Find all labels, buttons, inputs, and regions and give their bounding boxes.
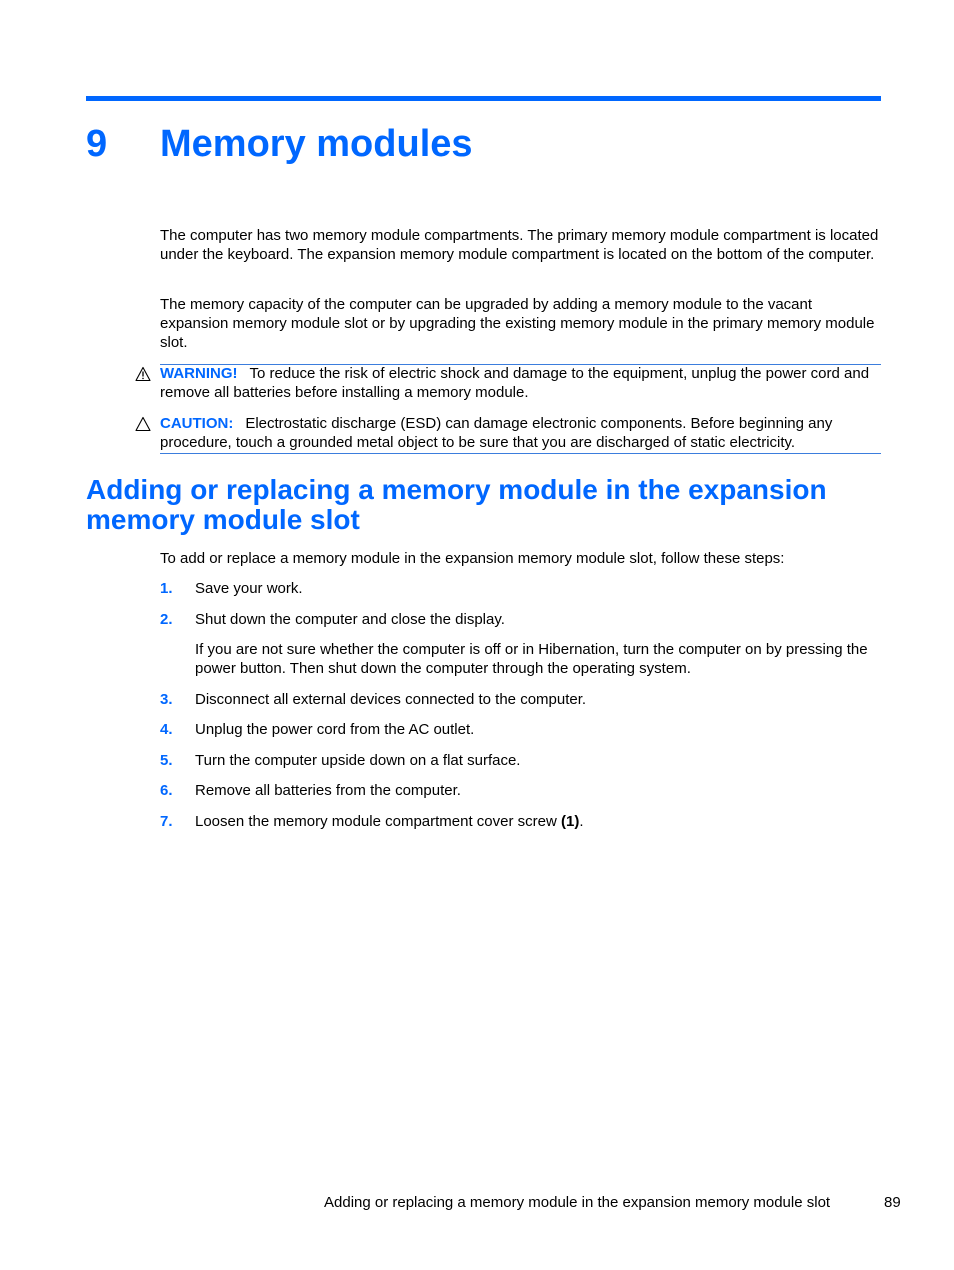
- footer-title: Adding or replacing a memory module in the expansion memory module slot: [324, 1194, 831, 1211]
- chapter-title: Memory modules: [160, 123, 473, 165]
- callout-number: (1): [560, 813, 580, 830]
- caution-notice: [160, 414, 881, 452]
- chapter-heading: [86, 118, 473, 170]
- section-heading: Adding or replacing a memory module in the expansion memory module slot: [86, 474, 827, 535]
- step-note: If you are not sure whether the computer is off or in Hibernation, turn the computer on by pressing the power button. Then shut down the computer through the operating system.: [195, 641, 868, 677]
- step-number: 4.: [160, 721, 173, 738]
- chapter-number: 9: [86, 123, 108, 165]
- intro-paragraph: The computer has two memory module compartments. The primary memory module compartment is located under the keyboard. The expansion memory module compartment is located on the bottom of the computer.: [160, 227, 879, 263]
- caution-triangle-icon: [135, 416, 151, 432]
- step-number: 1.: [160, 580, 173, 597]
- notice-bottom-rule: [160, 453, 881, 454]
- intro-paragraph: The memory capacity of the computer can be upgraded by adding a memory module to the vacant expansion memory module slot or by upgrading the existing memory module in the primary memory module slot.: [160, 296, 875, 351]
- caution-text: Electrostatic discharge (ESD) can damage electronic components. Before beginning any procedure, touch a grounded metal object to be sure that you are discharged of static electricity.: [160, 415, 833, 451]
- section-lead: To add or replace a memory module in the expansion memory module slot, follow these steps:: [160, 550, 785, 567]
- step-text: Turn the computer upside down on a flat surface.: [195, 752, 521, 769]
- warning-text: To reduce the risk of electric shock and damage to the equipment, unplug the power cord and remove all batteries before installing a memory module.: [160, 365, 870, 401]
- step-number: 7.: [160, 813, 173, 830]
- warning-label: WARNING!: [160, 365, 238, 382]
- step-text: Loosen the memory module compartment cover screw: [195, 813, 561, 830]
- step-text: Unplug the power cord from the AC outlet.: [195, 721, 475, 738]
- step-number: 6.: [160, 782, 173, 799]
- step-text: Disconnect all external devices connected to the computer.: [195, 691, 587, 708]
- caution-label: CAUTION:: [160, 415, 234, 432]
- step-text: Shut down the computer and close the display.: [195, 611, 505, 628]
- step-suffix: .: [579, 813, 584, 830]
- step-number: 3.: [160, 691, 173, 708]
- warning-triangle-icon: [135, 366, 151, 382]
- step-number: 2.: [160, 611, 173, 628]
- page-number: 89: [884, 1194, 901, 1211]
- step-text: Save your work.: [195, 580, 303, 597]
- chapter-rule: [86, 96, 881, 101]
- step-text: Remove all batteries from the computer.: [195, 782, 461, 799]
- step-text-group: [195, 812, 885, 831]
- warning-notice: [160, 364, 881, 402]
- step-number: 5.: [160, 752, 173, 769]
